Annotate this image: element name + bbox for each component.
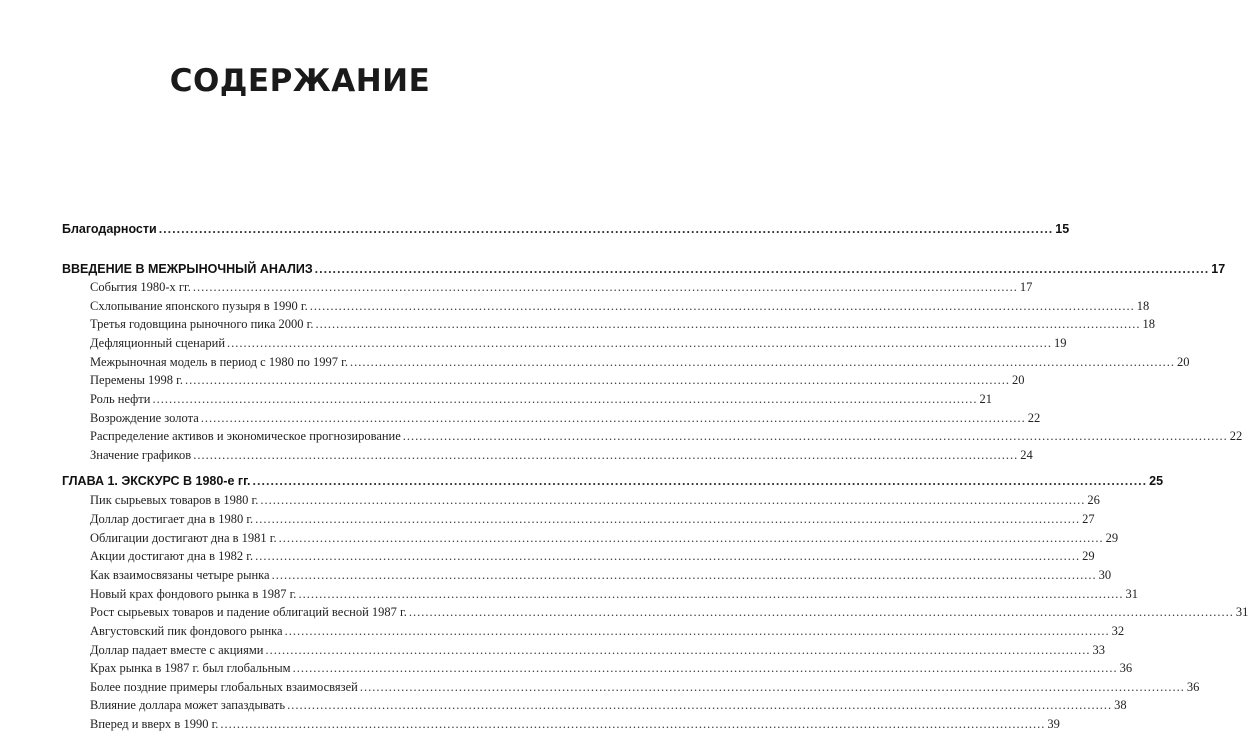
toc-entry-page: 33 [1092,643,1105,657]
toc-entry-page: 29 [1105,531,1119,545]
toc-subentry[interactable] [90,698,1127,713]
toc-subentry[interactable] [90,429,1243,444]
toc-subentry[interactable] [90,717,1060,732]
toc-entry-page: 20 [1176,355,1190,369]
toc-entry-label: Влияние доллара может запаздывать [90,698,286,712]
toc-entry-label: Дефляционный сценарий [90,336,226,350]
toc-entry-label: Облигации достигают дна в 1981 г. [90,531,277,545]
toc-subentry[interactable] [90,493,1100,508]
toc-entry-label: Рост сырьевых товаров и падение облигаций весной 1987 г. [90,605,407,619]
toc-entry-label: Перемены 1998 г. [90,373,184,387]
toc-subentry[interactable] [90,680,1200,695]
toc-entry-acknowledgements[interactable] [62,222,1070,236]
toc-subentry[interactable] [90,661,1133,676]
toc-leader: ........................................................................................................................................................................................................ [309,299,1135,313]
toc-entry-label: Значение графиков [90,448,192,462]
toc-entry-page: 31 [1125,587,1138,601]
toc-entry-label: События 1980-х гг. [90,280,191,294]
toc-entry-page: 30 [1098,568,1112,582]
toc-entry-page: 26 [1087,493,1100,507]
toc-entry-page: 17 [1019,280,1033,294]
toc-leader: ........................................................................................................................................................................................................ [220,717,1046,731]
toc-entry-label: ВВЕДЕНИЕ В МЕЖРЫНОЧНЫЙ АНАЛИЗ [62,262,313,276]
toc-leader: ........................................................................................................................................................................................................ [265,643,1091,657]
toc-entry-page: 22 [1027,411,1041,425]
toc-entry-label: Третья годовщина рыночного пика 2000 г. [90,317,314,331]
toc-leader: ........................................................................................................................................................................................................ [349,355,1175,369]
toc-subentry[interactable] [90,568,1112,583]
toc-entry-page: 39 [1047,717,1060,731]
toc-entry-page: 17 [1211,262,1226,276]
toc-entry-page: 36 [1119,661,1133,675]
toc-subentry[interactable] [90,531,1119,546]
toc-entry-label: ГЛАВА 1. ЭКСКУРС В 1980-е гг. [62,474,251,488]
toc-entry-label: Распределение активов и экономическое прогнозирование [90,429,401,443]
toc-entry-label: Роль нефти [90,392,151,406]
toc-leader: ........................................................................................................................................................................................................ [408,605,1234,619]
toc-leader: ........................................................................................................................................................................................................ [158,222,1054,236]
toc-leader: ........................................................................................................................................................................................................ [314,262,1210,276]
toc-entry-page: 32 [1111,624,1125,638]
toc-entry-page: 18 [1136,299,1150,313]
toc-subentry[interactable] [90,336,1067,351]
toc-entry-page: 36 [1186,680,1200,694]
toc-entry-page: 18 [1142,317,1155,331]
toc-entry-label: Крах рынка в 1987 г. был глобальным [90,661,291,675]
toc-leader: ........................................................................................................................................................................................................ [152,392,978,406]
toc-entry-label: Вперед и вверх в 1990 г. [90,717,219,731]
toc-entry-label: Более поздние примеры глобальных взаимосвязей [90,680,358,694]
toc-subentry[interactable] [90,373,1025,388]
toc-leader: ........................................................................................................................................................................................................ [255,549,1081,563]
toc-leader: ........................................................................................................................................................................................................ [260,493,1086,507]
toc-entry-page: 21 [979,392,992,406]
toc-entry-label: Акции достигают дна в 1982 г. [90,549,254,563]
toc-entry-page: 27 [1082,512,1095,526]
toc-leader: ........................................................................................................................................................................................................ [255,512,1081,526]
toc-entry-page: 31 [1235,605,1248,619]
toc-subentry[interactable] [90,549,1095,564]
toc-subentry[interactable] [90,624,1125,639]
toc-leader: ........................................................................................................................................................................................................ [278,531,1104,545]
toc-leader: ........................................................................................................................................................................................................ [185,373,1011,387]
toc-subentry[interactable] [90,512,1095,527]
toc-leader: ........................................................................................................................................................................................................ [298,587,1124,601]
toc-subentry[interactable] [90,317,1155,332]
toc-subentry[interactable] [90,448,1033,463]
toc-entry-page: 25 [1149,474,1164,488]
toc-entry-page: 22 [1229,429,1243,443]
toc-entry-page: 19 [1054,336,1067,350]
toc-subentry[interactable] [90,587,1138,602]
toc-leader: ........................................................................................................................................................................................................ [402,429,1228,443]
toc-subentry[interactable] [90,392,992,407]
toc-subentry[interactable] [90,605,1248,620]
toc-entry-page: 38 [1114,698,1127,712]
toc-subentry[interactable] [90,411,1041,426]
toc-entry-label: Межрыночная модель в период с 1980 по 1997 г. [90,355,348,369]
toc-entry-page: 20 [1012,373,1025,387]
toc-entry-label: Пик сырьевых товаров в 1980 г. [90,493,259,507]
toc-leader: ........................................................................................................................................................................................................ [192,280,1018,294]
toc-entry-introduction[interactable] [62,262,1226,276]
toc-subentry[interactable] [90,280,1033,295]
toc-entry-label: Как взаимосвязаны четыре рынка [90,568,270,582]
toc-entry-label: Схлопывание японского пузыря в 1990 г. [90,299,308,313]
toc-leader: ........................................................................................................................................................................................................ [200,411,1026,425]
toc-leader: ........................................................................................................................................................................................................ [359,680,1185,694]
toc-entry-label: Доллар достигает дна в 1980 г. [90,512,254,526]
toc-leader: ........................................................................................................................................................................................................ [287,698,1113,712]
toc-entry-chapter-1[interactable] [62,474,1164,488]
toc-entry-label: Благодарности [62,222,157,236]
page-title: СОДЕРЖАНИЕ [169,63,431,99]
toc-subentry[interactable] [90,643,1105,658]
toc-entry-page: 24 [1020,448,1033,462]
toc-leader: ........................................................................................................................................................................................................ [292,661,1118,675]
toc-entry-label: Новый крах фондового рынка в 1987 г. [90,587,297,601]
toc-entry-label: Возрождение золота [90,411,199,425]
toc-leader: ........................................................................................................................................................................................................ [193,448,1019,462]
toc-entry-page: 29 [1082,549,1095,563]
toc-entry-page: 15 [1055,222,1070,236]
toc-leader: ........................................................................................................................................................................................................ [227,336,1053,350]
toc-entry-label: Августовский пик фондового рынка [90,624,283,638]
toc-subentry[interactable] [90,355,1190,370]
toc-leader: ........................................................................................................................................................................................................ [315,317,1141,331]
toc-leader: ........................................................................................................................................................................................................ [284,624,1110,638]
toc-leader: ........................................................................................................................................................................................................ [271,568,1097,582]
toc-entry-label: Доллар падает вместе с акциями [90,643,264,657]
toc-subentry[interactable] [90,299,1150,314]
toc-leader: ........................................................................................................................................................................................................ [252,474,1148,488]
